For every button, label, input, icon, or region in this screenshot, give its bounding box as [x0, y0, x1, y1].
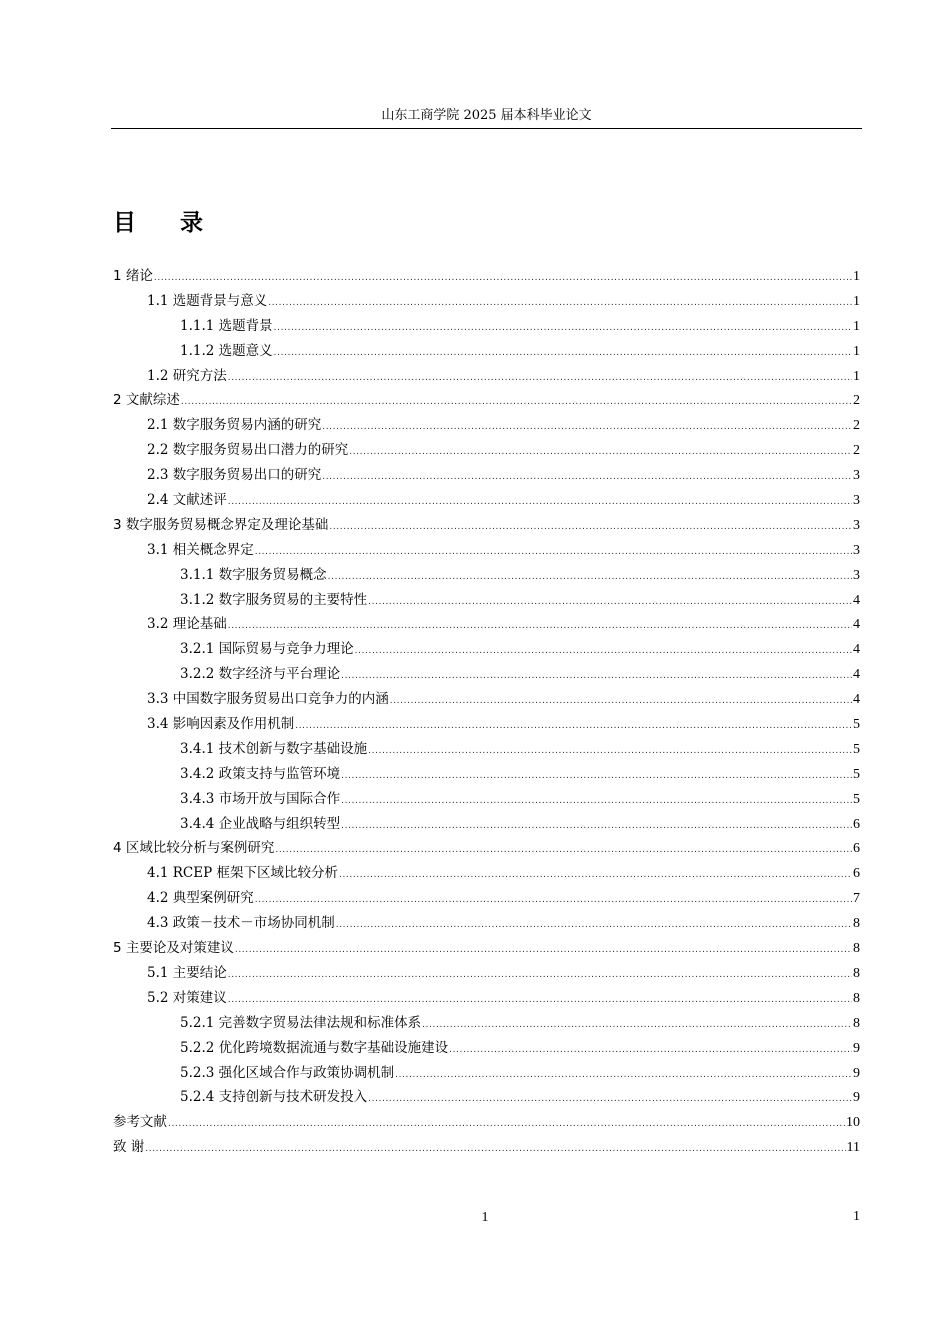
toc-entry-page: 2	[853, 418, 860, 434]
toc-entry-label: 2.3 数字服务贸易出口的研究	[147, 467, 322, 484]
toc-leader-dots	[255, 888, 852, 913]
toc-entry-page: 2	[853, 393, 860, 409]
toc-entry-label: 5.2.4 支持创新与技术研发投入	[180, 1089, 368, 1106]
toc-entry-label: 5.2.2 优化跨境数据流通与数字基础设施建设	[180, 1039, 449, 1056]
toc-entry[interactable]	[113, 538, 860, 563]
toc-entry-page: 5	[853, 791, 860, 807]
toc-leader-dots	[449, 1038, 852, 1063]
toc-leader-dots	[228, 366, 852, 391]
toc-entry[interactable]	[113, 388, 860, 413]
toc-entry-page: 4	[853, 667, 860, 683]
toc-entry[interactable]	[113, 911, 860, 936]
toc-entry-page: 6	[853, 816, 860, 832]
toc-entry-label: 3 数字服务贸易概念界定及理论基础	[113, 516, 329, 533]
toc-entry-page: 1	[853, 343, 860, 359]
toc-entry-label: 3.4 影响因素及作用机制	[147, 716, 295, 733]
toc-leader-dots	[275, 838, 852, 863]
toc-entry-label: 1.2 研究方法	[147, 367, 227, 384]
toc-entry-page: 10	[846, 1115, 860, 1131]
toc-leader-dots	[390, 689, 852, 714]
toc-entry-label: 参考文献	[113, 1114, 167, 1131]
toc-entry-label: 3.2.1 国际贸易与竞争力理论	[180, 641, 354, 658]
toc-leader-dots	[339, 863, 852, 888]
toc-entry[interactable]	[113, 1011, 860, 1036]
toc-entry-page: 3	[853, 517, 860, 533]
toc-entry[interactable]	[113, 612, 860, 637]
toc-leader-dots	[268, 291, 852, 316]
toc-leader-dots	[154, 266, 852, 291]
toc-entry-page: 3	[853, 542, 860, 558]
toc-entry[interactable]	[113, 712, 860, 737]
toc-leader-dots	[274, 341, 852, 366]
toc-entry-page: 6	[853, 866, 860, 882]
toc-entry-label: 3.2.2 数字经济与平台理论	[180, 666, 341, 683]
toc-entry-page: 1	[853, 293, 860, 309]
toc-entry-label: 5.2.1 完善数字贸易法律法规和标准体系	[180, 1014, 422, 1031]
toc-entry-label: 3.1 相关概念界定	[147, 541, 254, 558]
toc-entry[interactable]	[113, 637, 860, 662]
toc-entry-page: 9	[853, 1040, 860, 1056]
toc-entry[interactable]	[113, 588, 860, 613]
toc-entry-page: 4	[853, 692, 860, 708]
toc-entry[interactable]	[113, 1110, 860, 1135]
toc-entry[interactable]	[113, 1061, 860, 1086]
toc-leader-dots	[228, 963, 852, 988]
toc-leader-dots	[329, 515, 852, 540]
table-of-contents	[113, 264, 860, 1160]
toc-entry-page: 1	[853, 318, 860, 334]
toc-entry[interactable]	[113, 1085, 860, 1110]
toc-entry-label: 2 文献综述	[113, 392, 180, 409]
toc-entry[interactable]	[113, 836, 860, 861]
toc-entry[interactable]	[113, 314, 860, 339]
toc-entry-label: 1.1.2 选题意义	[180, 342, 273, 359]
toc-entry-page: 7	[853, 891, 860, 907]
toc-entry-label: 3.4.1 技术创新与数字基础设施	[180, 740, 368, 757]
toc-leader-dots	[368, 739, 852, 764]
toc-entry-label: 5.2 对策建议	[147, 989, 227, 1006]
toc-leader-dots	[368, 1087, 852, 1112]
toc-entry-page: 8	[853, 965, 860, 981]
toc-entry-page: 2	[853, 443, 860, 459]
toc-leader-dots	[145, 1137, 845, 1162]
toc-entry-label: 2.2 数字服务贸易出口潜力的研究	[147, 442, 349, 459]
toc-leader-dots	[181, 390, 852, 415]
toc-entry-label: 4.1 RCEP 框架下区域比较分析	[147, 865, 338, 882]
toc-entry[interactable]	[113, 762, 860, 787]
toc-entry-page: 8	[853, 990, 860, 1006]
toc-entry-label: 1 绪论	[113, 268, 153, 284]
toc-entry[interactable]	[113, 986, 860, 1011]
toc-leader-dots	[341, 764, 852, 789]
toc-entry-label: 1.1.1 选题背景	[180, 317, 273, 334]
toc-entry[interactable]	[113, 463, 860, 488]
toc-leader-dots	[295, 714, 852, 739]
toc-entry-page: 5	[853, 717, 860, 733]
toc-entry[interactable]	[113, 737, 860, 762]
toc-leader-dots	[341, 789, 852, 814]
toc-entry-label: 3.4.2 政策支持与监管环境	[180, 765, 341, 782]
toc-entry[interactable]	[113, 886, 860, 911]
toc-entry-page: 4	[853, 617, 860, 633]
toc-leader-dots	[228, 988, 852, 1013]
toc-entry-page: 4	[853, 592, 860, 608]
toc-entry-page: 3	[853, 493, 860, 509]
toc-entry-label: 3.3 中国数字服务贸易出口竞争力的内涵	[147, 691, 389, 708]
toc-entry-label: 2.4 文献述评	[147, 492, 227, 509]
toc-entry-page: 5	[853, 766, 860, 782]
toc-entry[interactable]	[113, 513, 860, 538]
toc-leader-dots	[395, 1063, 852, 1088]
toc-entry-page: 4	[853, 642, 860, 658]
toc-entry-label: 5.1 主要结论	[147, 964, 227, 981]
toc-entry-page: 9	[853, 1090, 860, 1106]
toc-title: 目 录	[113, 210, 222, 236]
toc-entry[interactable]	[113, 662, 860, 687]
toc-entry-label: 3.1.1 数字服务贸易概念	[180, 566, 327, 583]
toc-entry[interactable]	[113, 812, 860, 837]
toc-entry-label: 4.2 典型案例研究	[147, 890, 254, 907]
toc-entry-page: 6	[853, 841, 860, 857]
toc-entry-page: 1	[853, 368, 860, 384]
toc-leader-dots	[355, 639, 852, 664]
toc-leader-dots	[368, 590, 852, 615]
toc-entry-label: 3.4.3 市场开放与国际合作	[180, 790, 341, 807]
toc-entry[interactable]	[113, 961, 860, 986]
toc-entry[interactable]	[113, 861, 860, 886]
page-number-center: 1	[481, 1210, 489, 1225]
toc-leader-dots	[328, 565, 852, 590]
toc-entry-label: 3.1.2 数字服务贸易的主要特性	[180, 591, 368, 608]
toc-entry[interactable]	[113, 413, 860, 438]
toc-entry-page: 8	[853, 1015, 860, 1031]
toc-entry-label: 3.4.4 企业战略与组织转型	[180, 815, 341, 832]
toc-entry-page: 3	[853, 567, 860, 583]
toc-entry[interactable]	[113, 563, 860, 588]
toc-entry-page: 3	[853, 468, 860, 484]
toc-entry[interactable]	[113, 264, 860, 289]
toc-entry[interactable]	[113, 364, 860, 389]
toc-leader-dots	[322, 415, 852, 440]
toc-entry[interactable]	[113, 936, 860, 961]
toc-leader-dots	[255, 540, 852, 565]
toc-entry-page: 8	[853, 941, 860, 957]
toc-entry-label: 1.1 选题背景与意义	[147, 292, 268, 309]
toc-entry-page: 5	[853, 741, 860, 757]
page-number-right: 1	[853, 1209, 860, 1224]
toc-entry-page: 9	[853, 1065, 860, 1081]
toc-entry-page: 1	[853, 269, 860, 284]
toc-entry[interactable]	[113, 339, 860, 364]
toc-entry-label: 5.2.3 强化区域合作与政策协调机制	[180, 1064, 395, 1081]
toc-leader-dots	[274, 316, 852, 341]
toc-entry-label: 4.3 政策－技术－市场协同机制	[147, 915, 335, 932]
running-header: 山东工商学院 2025 届本科毕业论文	[111, 106, 862, 129]
toc-entry[interactable]	[113, 438, 860, 463]
toc-entry[interactable]	[113, 1135, 860, 1160]
toc-entry[interactable]	[113, 687, 860, 712]
toc-leader-dots	[228, 614, 852, 639]
toc-entry-label: 3.2 理论基础	[147, 616, 227, 633]
toc-entry[interactable]	[113, 289, 860, 314]
toc-leader-dots	[349, 440, 852, 465]
toc-entry-label: 致 谢	[113, 1139, 145, 1156]
toc-leader-dots	[235, 938, 852, 963]
toc-entry-page: 11	[846, 1140, 860, 1156]
toc-entry[interactable]	[113, 488, 860, 513]
toc-leader-dots	[168, 1112, 845, 1137]
toc-entry-label: 5 主要论及对策建议	[113, 940, 234, 957]
toc-entry-label: 4 区域比较分析与案例研究	[113, 840, 275, 857]
toc-entry-label: 2.1 数字服务贸易内涵的研究	[147, 417, 322, 434]
toc-entry[interactable]	[113, 787, 860, 812]
toc-leader-dots	[341, 664, 852, 689]
toc-entry[interactable]	[113, 1036, 860, 1061]
toc-leader-dots	[341, 814, 852, 839]
toc-leader-dots	[228, 490, 852, 515]
toc-entry-page: 8	[853, 916, 860, 932]
toc-leader-dots	[322, 465, 852, 490]
toc-leader-dots	[336, 913, 852, 938]
toc-leader-dots	[422, 1013, 852, 1038]
